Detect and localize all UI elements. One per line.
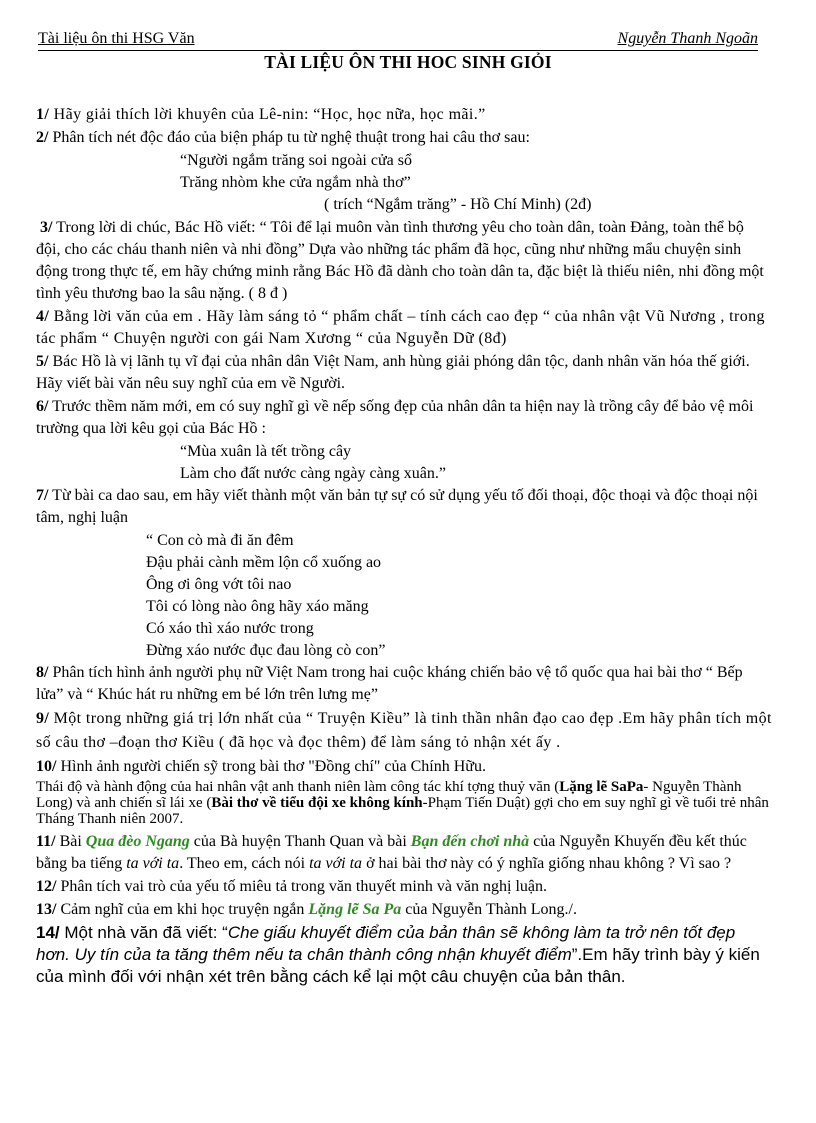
- question-5: 5/ Bác Hồ là vị lãnh tụ vĩ đại của nhân dân Việt Nam, anh hùng giải phóng dân tộc, danh nhân văn hóa thế giới. Hãy viết bài văn nêu suy nghĩ của em về Người.: [36, 353, 750, 392]
- document-body: [36, 104, 772, 989]
- page-header: [38, 28, 758, 51]
- verse-line: “Người ngắm trăng soi ngoài cửa sổ: [180, 152, 412, 169]
- question-10-detail: Thái độ và hành động của hai nhân vật anh thanh niên làm công tác khí tợng thuỷ văn (Lặng lẽ SaPa- Nguyễn Thành Long) và anh chiến sĩ lái xe (Bài thơ về tiểu đội xe không kính-Phạm Tiến Duật) gợi cho em suy nghĩ gì về tuổi trẻ nhân Tháng Thanh niên 2007.: [36, 779, 769, 827]
- verse-line: Ông ơi ông vớt tôi nao: [146, 576, 292, 593]
- question-9: 9/ Một trong những giá trị lớn nhất của “ Truyện Kiều” là tinh thần nhân đạo cao đẹp .Em hãy phân tích một số câu thơ –đoạn thơ Kiều ( đã học và đọc thêm) để làm sáng tỏ nhận xét ấy .: [36, 710, 772, 751]
- verse-line: Trăng nhòm khe cửa ngắm nhà thơ”: [180, 174, 411, 191]
- question-10: 10/ Hình ảnh người chiến sỹ trong bài thơ "Đồng chí" của Chính Hữu.: [36, 758, 486, 775]
- question-14: 14/ Một nhà văn đã viết: “Che giấu khuyết điểm của bản thân sẽ không làm ta trở nên tốt đẹp hơn. Uy tín của ta tăng thêm nếu ta chân thành công nhận khuyết điểm”.Em hãy trình bày ý kiến của mình đối với nhận xét trên bằng cách kể lại một câu chuyện của bản thân.: [36, 923, 760, 986]
- verse-line: Đậu phải cành mềm lộn cổ xuống ao: [146, 554, 382, 571]
- question-11: 11/ Bài Qua đèo Ngang của Bà huyện Thanh Quan và bài Bạn đến chơi nhà của Nguyễn Khuyến đều kết thúc bằng ba tiếng ta với ta. Theo em, cách nói ta với ta ở hai bài thơ này có ý nghĩa giống nhau không ? Vì sao ?: [36, 833, 747, 872]
- header-left: Tài liệu ôn thi HSG Văn: [38, 30, 195, 47]
- verse-line: Đừng xáo nước đục đau lòng cò con”: [146, 642, 386, 659]
- question-1: 1/ Hãy giải thích lời khuyên của Lê-nin: “Học, học nữa, học mãi.”: [36, 106, 486, 123]
- question-13: 13/ Cảm nghĩ của em khi học truyện ngắn Lặng lẽ Sa Pa của Nguyễn Thành Long./.: [36, 901, 577, 918]
- verse-line: “Mùa xuân là tết trồng cây: [180, 443, 352, 460]
- question-3: 3/ Trong lời di chúc, Bác Hồ viết: “ Tôi để lại muôn vàn tình thương yêu cho toàn dân, toàn Đảng, toàn thể bộ đội, cho các cháu thanh niên và nhi đồng” Dựa vào những tác phẩm đã học, cũng như những mẩu chuyện sinh động trong thực tế, em hãy chứng minh rằng Bác Hồ đã dành cho toàn dân ta, đặc biệt là thiếu niên, nhi đồng một tình yêu thương bao la sâu nặng. ( 8 đ ): [36, 219, 764, 302]
- verse-line: Tôi có lòng nào ông hãy xáo măng: [146, 598, 369, 615]
- question-7: 7/ Từ bài ca dao sau, em hãy viết thành một văn bản tự sự có sử dụng yếu tố đối thoại, độc thoại và độc thoại nội tâm, nghị luận: [36, 487, 758, 526]
- question-4: 4/ Bằng lời văn của em . Hãy làm sáng tỏ “ phẩm chất – tính cách cao đẹp “ của nhân vật Vũ Nương , trong tác phẩm “ Chuyện người con gái Nam Xương “ của Nguyễn Dữ (8đ): [36, 308, 765, 347]
- question-2: 2/ Phân tích nét độc đáo của biện pháp tu từ nghệ thuật trong hai câu thơ sau:: [36, 129, 530, 146]
- citation: ( trích “Ngắm trăng” - Hồ Chí Minh) (2đ): [324, 196, 592, 213]
- header-author: Nguyễn Thanh Ngoãn: [617, 30, 758, 47]
- page-title: TÀI LIỆU ÔN THI HOC SINH GIỎI: [264, 52, 552, 72]
- question-12: 12/ Phân tích vai trò của yếu tố miêu tả trong văn thuyết minh và văn nghị luận.: [36, 878, 548, 895]
- verse-line: Làm cho đất nước càng ngày càng xuân.”: [180, 465, 446, 482]
- verse-line: Có xáo thì xáo nước trong: [146, 620, 314, 637]
- verse-line: “ Con cò mà đi ăn đêm: [146, 532, 294, 549]
- question-8: 8/ Phân tích hình ảnh người phụ nữ Việt Nam trong hai cuộc kháng chiến bảo vệ tổ quốc qua hai bài thơ “ Bếp lửa” và “ Khúc hát ru những em bé lớn trên lưng mẹ”: [36, 664, 743, 703]
- question-6: 6/ Trước thềm năm mới, em có suy nghĩ gì về nếp sống đẹp của nhân dân ta hiện nay là trồng cây để bảo vệ môi trường qua lời kêu gọi của Bác Hồ :: [36, 398, 754, 437]
